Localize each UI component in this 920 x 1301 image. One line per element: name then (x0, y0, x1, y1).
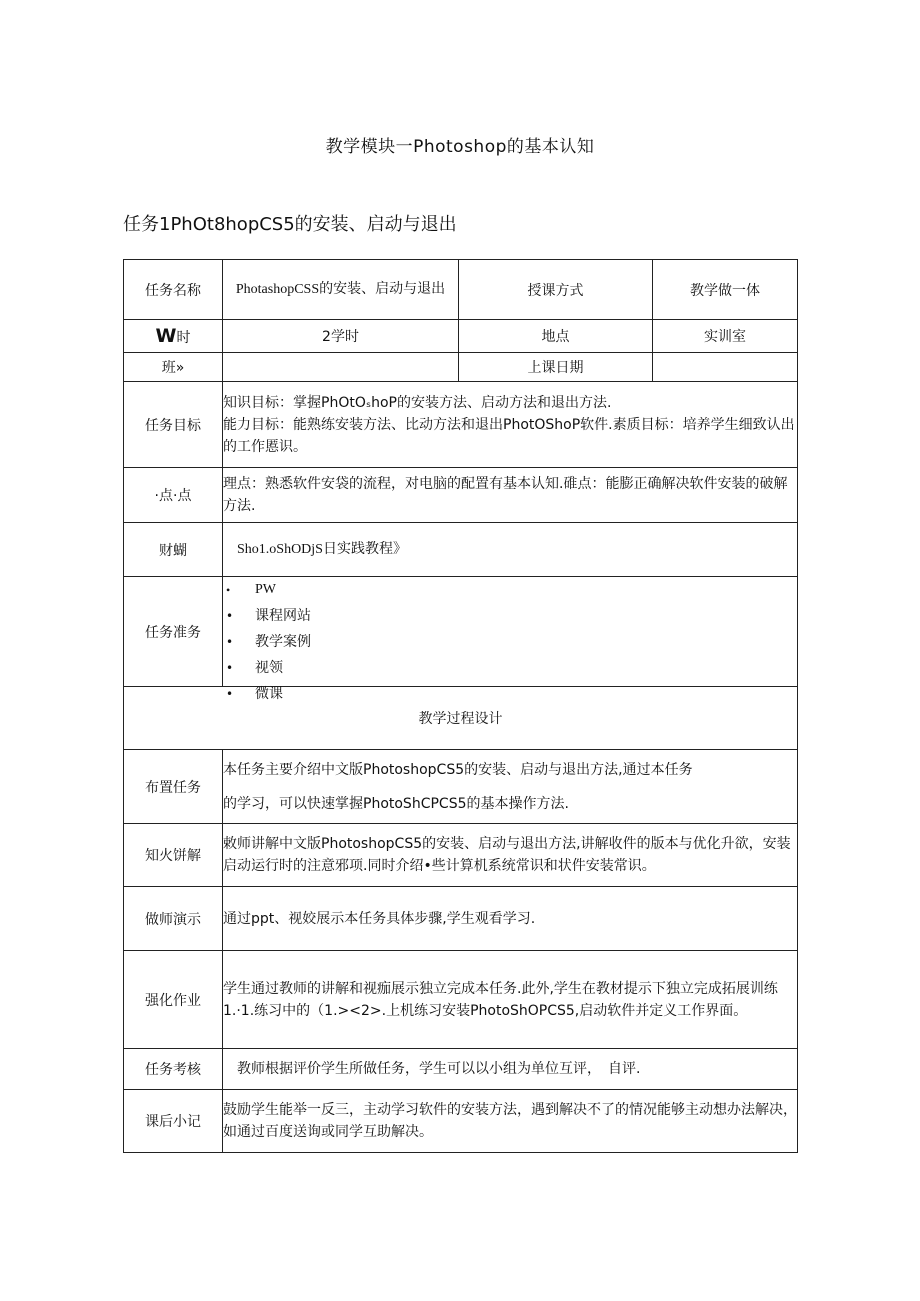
row-goal (124, 382, 798, 468)
teach-method-value: 教学做一体 (653, 260, 798, 320)
row-prep (124, 577, 798, 687)
row-class (124, 353, 798, 382)
assess-label: 任务考核 (124, 1049, 223, 1090)
page-title: 教学模块一Photoshop的基本认知 (325, 137, 595, 157)
hours-label-w: W (155, 325, 177, 347)
prep-list (223, 577, 797, 707)
hours-value: 2学时 (223, 320, 459, 353)
demo-label: 做师演示 (124, 887, 223, 951)
assign-line-2: 的学习，可以快速掌握PhotoShCPCS5的基本操作方法. (223, 795, 569, 812)
prep-item: • 教学案例 (223, 629, 797, 655)
goal-line-2: 能力目标：能熟练安装方法、比动方法和退出PhotOShoP软件.素质目标：培养学生细致认出的工作慝识。 (223, 416, 795, 455)
prep-item: • 课程网站 (223, 603, 797, 629)
place-label: 地点 (459, 320, 653, 353)
row-demo (124, 887, 798, 951)
demo-text: 通过ppt、视姣展示本任务具体步骤,学生观看学习. (223, 887, 798, 951)
notes-text: 鼓励学生能举一反三，主动学习软件的安装方法，遇到解决不了的情况能够主动想办法解决，如通过百度送询或同学互助解决。 (223, 1090, 798, 1153)
prep-item: • PW (223, 577, 797, 603)
notes-label: 课后小记 (124, 1090, 223, 1153)
keypoint-text: 理点：熟悉软件安袋的流程，对电脑的配置有基本认知.碓点：能膨正确解决软件安装的破解方法. (223, 468, 798, 523)
assign-cell (223, 750, 798, 824)
row-task-name (124, 260, 798, 320)
date-value (653, 353, 798, 382)
prep-cell (223, 577, 798, 702)
row-assign (124, 750, 798, 824)
goal-line-1: 知识目标：掌握PhOtOₛhoP的安装方法、启动方法和退出方法. (223, 394, 612, 411)
date-label: 上课日期 (459, 353, 653, 382)
practice-label: 强化作业 (124, 951, 223, 1049)
material-text: Sho1.oShODjS日实践教程》 (223, 523, 798, 577)
material-label: 财蝴 (124, 523, 223, 577)
keypoint-label: ·点·点 (124, 468, 223, 523)
row-practice (124, 951, 798, 1049)
place-value: 实训室 (653, 320, 798, 353)
lesson-plan-table (123, 259, 798, 1153)
class-label: 班» (124, 353, 223, 382)
prep-item: • 视领 (223, 655, 797, 681)
row-assess (124, 1049, 798, 1090)
row-notes (124, 1090, 798, 1153)
task-title: 任务1PhOt8hopCS5的安装、启动与退出 (123, 214, 457, 235)
row-keypoint (124, 468, 798, 523)
assign-label: 布置任务 (124, 750, 223, 824)
goal-cell (223, 382, 798, 468)
hours-label (124, 320, 223, 353)
assign-line-1: 本任务主要介绍中文版PhotoshopCS5的安装、启动与退出方法,通过本任务 (223, 761, 693, 778)
row-material (124, 523, 798, 577)
prep-item: • 微课 (223, 681, 797, 707)
practice-text: 学生通过教师的讲解和视痂展示独立完成本任务.此外,学生在教材提示下独立完成拓展训练1.·1.练习中的（1.><2>.上机练习安装PhotoShOPCS5,启动软件并定义工作界面。 (223, 951, 798, 1049)
row-hours (124, 320, 798, 353)
hours-label-rest: 时 (176, 330, 191, 346)
class-value (223, 353, 459, 382)
task-name-label: 任务名称 (124, 260, 223, 320)
lecture-label: 知火饼解 (124, 824, 223, 887)
lecture-text: 敕师讲解中文版PhotoshopCS5的安装、启动与退出方法,讲解收件的版本与优化升欲，安装启动运行时的注意邪项.同时介绍•些计算机系统常识和状件安装常识。 (223, 824, 798, 887)
process-heading: 教学过程设计 (124, 687, 798, 750)
teach-method-label: 授课方式 (459, 260, 653, 320)
goal-label: 任务目标 (124, 382, 223, 468)
prep-label: 任务准务 (124, 577, 223, 687)
row-lecture (124, 824, 798, 887)
task-name-value: PhotashopCSS的安装、启动与退出 (223, 260, 459, 320)
assess-text: 教师根据评价学生所做任务，学生可以以小组为单位互评， 自评. (223, 1049, 798, 1090)
